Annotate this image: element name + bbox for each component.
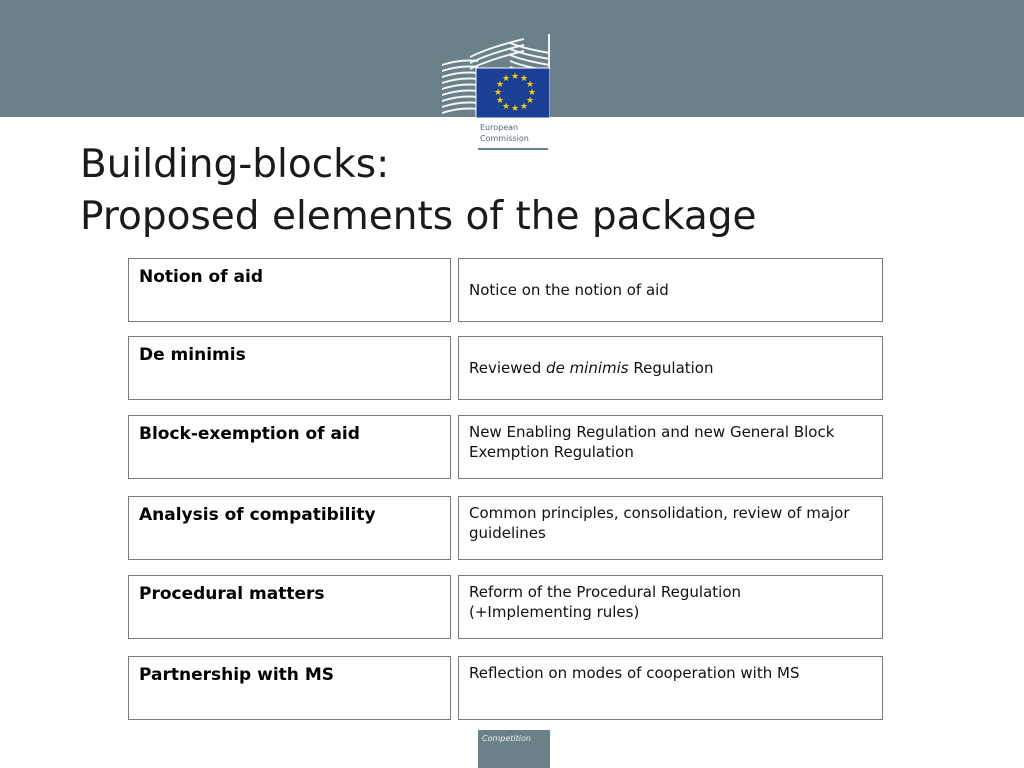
- svg-text:★: ★: [519, 102, 529, 112]
- svg-text:★: ★: [495, 80, 505, 90]
- row-description-text: Notice on the notion of aid: [469, 281, 669, 299]
- row-analysis-of-compatibility: [128, 496, 883, 560]
- svg-text:★: ★: [519, 74, 529, 84]
- title-line-2: Proposed elements of the package: [80, 194, 757, 239]
- svg-text:★: ★: [501, 74, 511, 84]
- svg-text:★: ★: [527, 88, 537, 98]
- row-label: Partnership with MS: [128, 656, 451, 720]
- row-description: [458, 258, 883, 322]
- page-title: [80, 139, 757, 243]
- desc-line-2: (+Implementing rules): [469, 603, 640, 621]
- svg-text:★: ★: [525, 80, 535, 90]
- row-description: New Enabling Regulation and new General Block Exemption Regulation: [458, 415, 883, 479]
- svg-text:★: ★: [493, 88, 503, 98]
- row-partnership-with-ms: [128, 656, 883, 720]
- desc-prefix: Reviewed: [469, 359, 547, 377]
- row-description: [458, 336, 883, 400]
- title-line-1: Building-blocks:: [80, 142, 390, 187]
- row-label: Analysis of compatibility: [128, 496, 451, 560]
- row-label: Procedural matters: [128, 575, 451, 639]
- row-label: Notion of aid: [128, 258, 451, 322]
- row-description: Reflection on modes of cooperation with MS: [458, 656, 883, 720]
- row-description: [458, 575, 883, 639]
- svg-text:★: ★: [495, 96, 505, 106]
- desc-line-1: Reform of the Procedural Regulation: [469, 583, 742, 601]
- row-label: De minimis: [128, 336, 451, 400]
- row-notion-of-aid: [128, 258, 883, 322]
- logo-line-commission: Commission: [480, 134, 529, 143]
- svg-text:★: ★: [501, 102, 511, 112]
- svg-text:★: ★: [510, 104, 520, 114]
- footer-tag-text: Competition: [482, 734, 531, 743]
- logo-line-european: European: [480, 123, 519, 132]
- row-block-exemption: [128, 415, 883, 479]
- desc-suffix: Regulation: [628, 359, 714, 377]
- row-procedural-matters: [128, 575, 883, 639]
- desc-italic: de minimis: [546, 359, 629, 377]
- row-de-minimis: [128, 336, 883, 400]
- footer-tag: [478, 730, 550, 768]
- svg-text:★: ★: [525, 96, 535, 106]
- row-description: Common principles, consolidation, review of major guidelines: [458, 496, 883, 560]
- european-commission-logo: [440, 34, 550, 152]
- row-description-text: [469, 358, 714, 378]
- row-label: Block-exemption of aid: [128, 415, 451, 479]
- svg-text:★: ★: [510, 72, 520, 82]
